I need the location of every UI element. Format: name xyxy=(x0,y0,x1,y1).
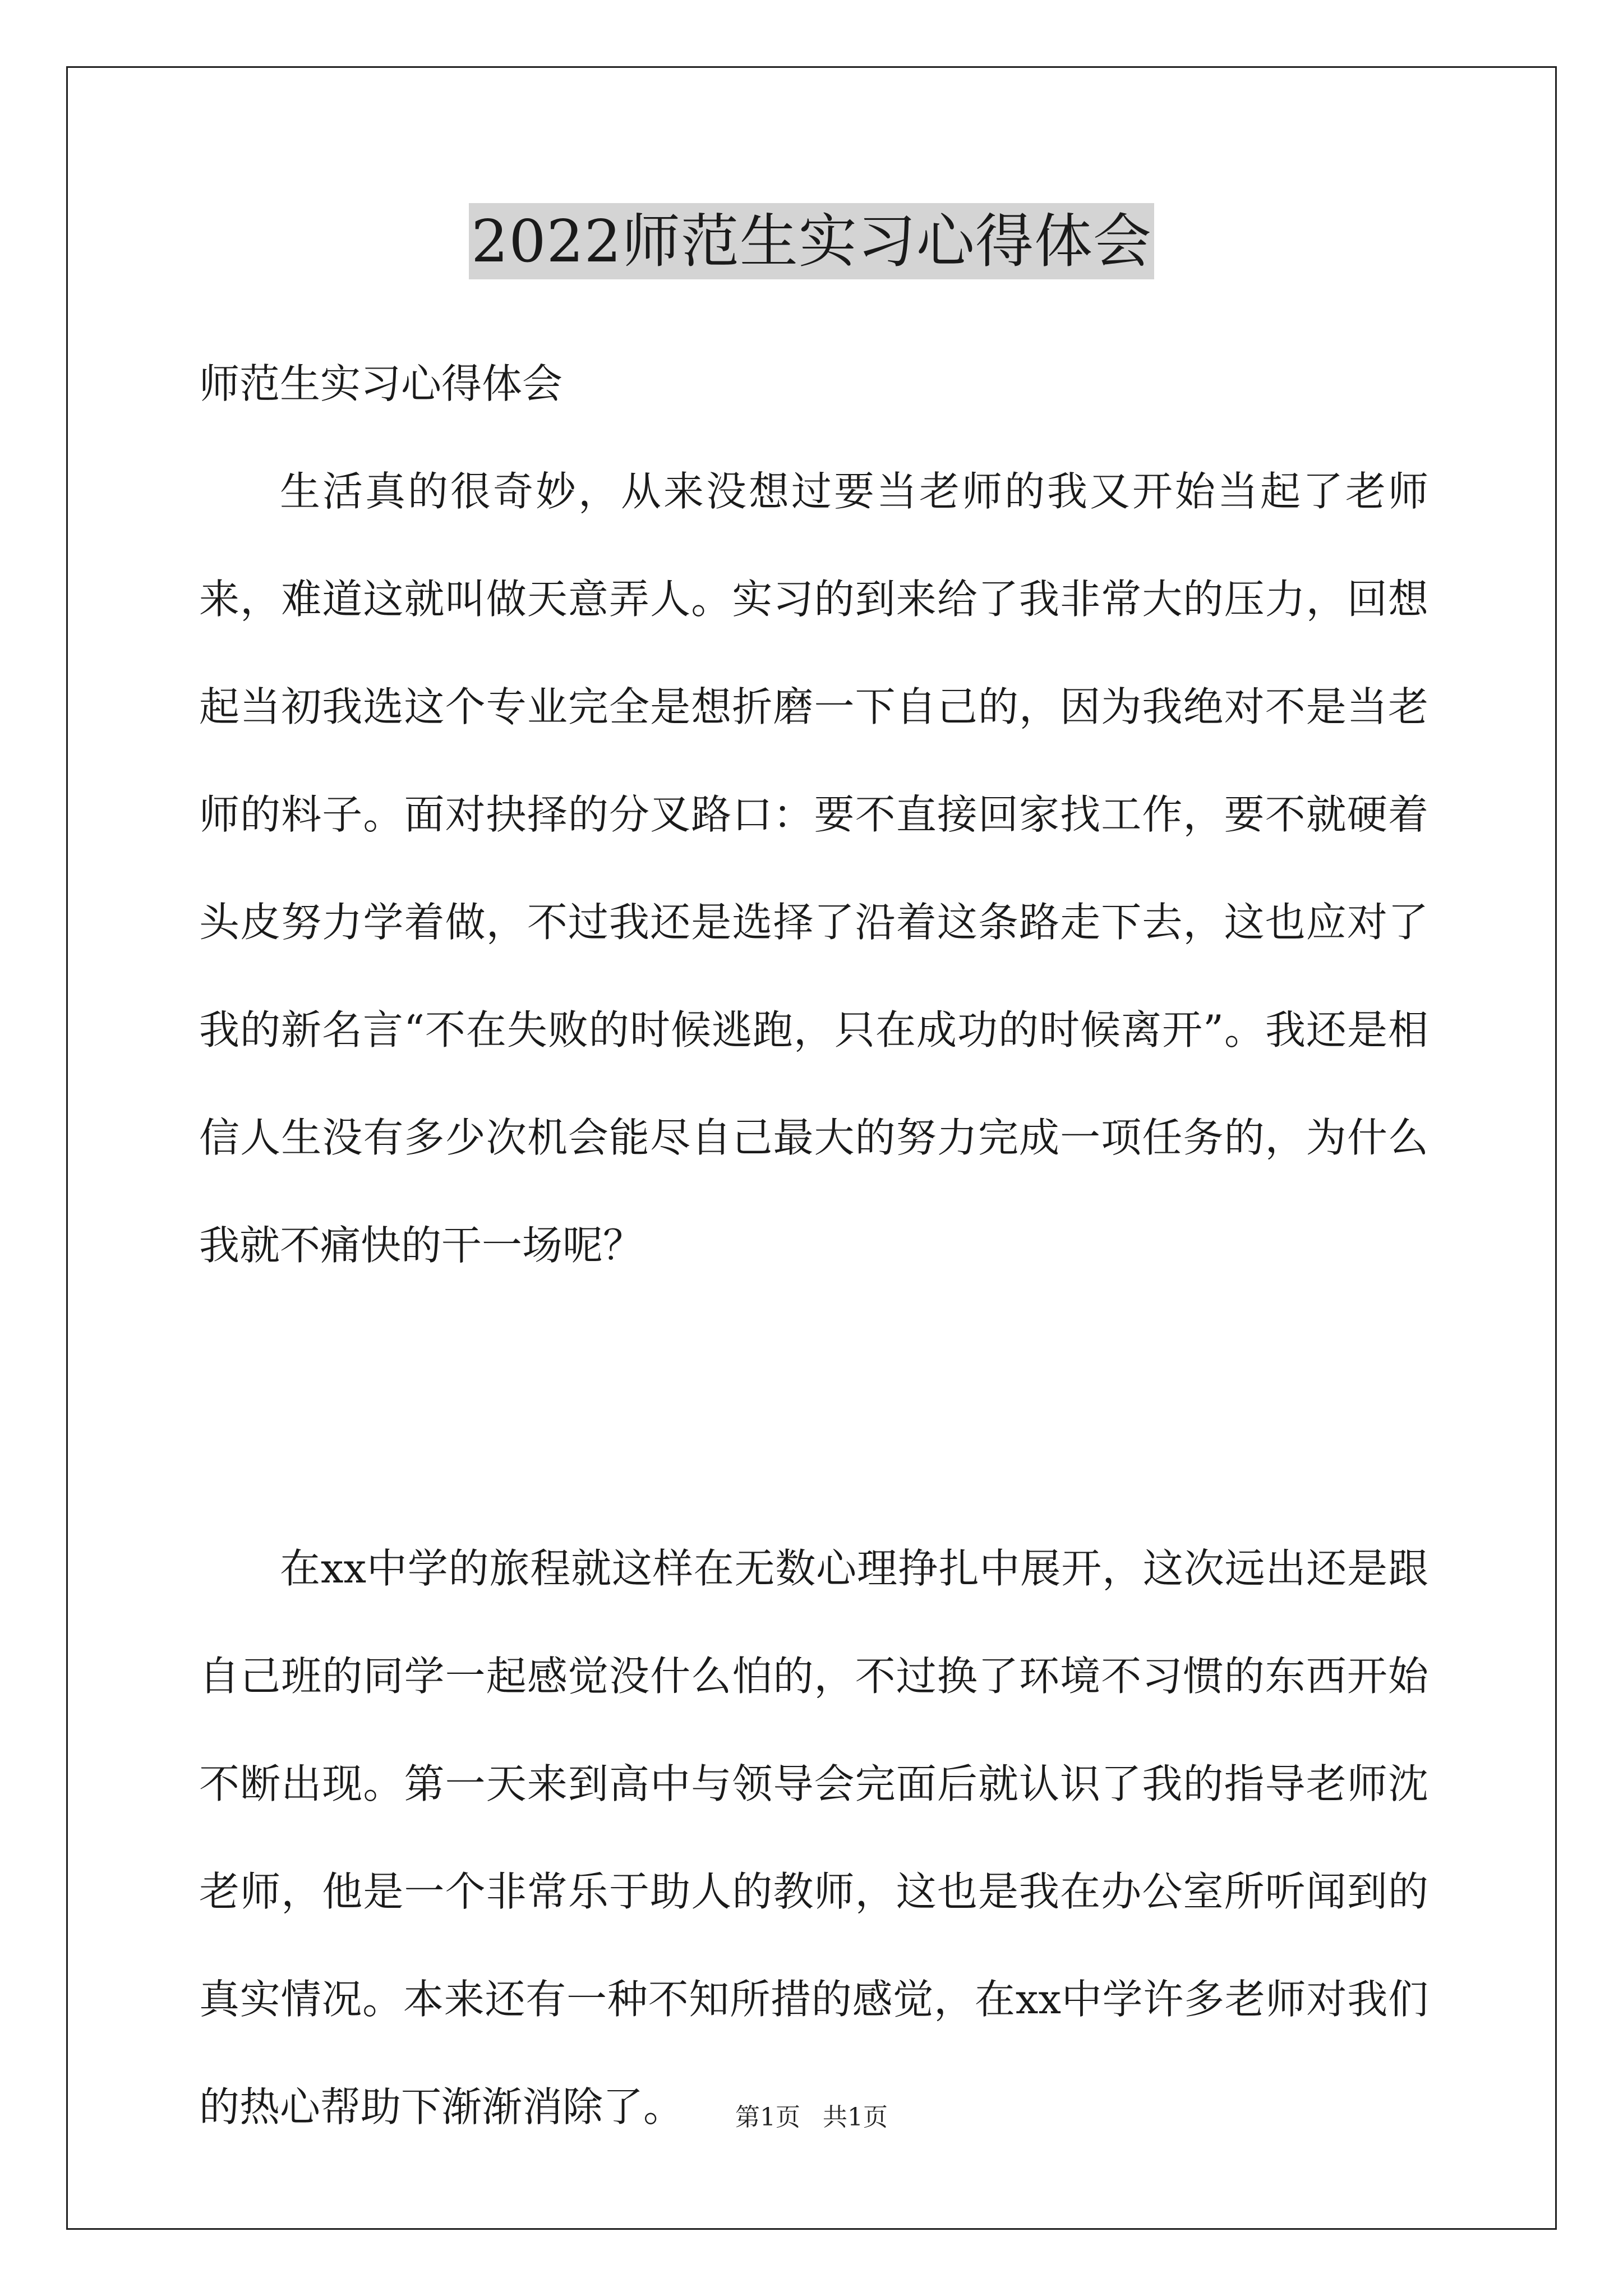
page-number: 第1页 xyxy=(735,2103,800,2132)
page-total: 共1页 xyxy=(823,2103,888,2132)
paragraph-2: 在xx中学的旅程就这样在无数心理挣扎中展开，这次远出还是跟自己班的同学一起感觉没什么怕的，不过换了环境不习惯的东西开始不断出现。第一天来到高中与领导会完面后就认识了我的指导老师沈老师，他是一个非常乐于助人的教师，这也是我在办公室所听闻到的真实情况。本来还有一种不知所措的感觉，在xx中学许多老师对我们的热心帮助下渐渐消除了。 xyxy=(199,1545,1428,2131)
paragraph-spacer xyxy=(199,1299,1428,1515)
document-body xyxy=(199,330,1428,2161)
title-container xyxy=(0,203,1623,279)
document-subtitle: 师范生实习心得体会 xyxy=(199,360,563,407)
page-footer xyxy=(0,2101,1623,2134)
paragraph-1: 生活真的很奇妙，从来没想过要当老师的我又开始当起了老师来，难道这就叫做天意弄人。实习的到来给了我非常大的压力，回想起当初我选这个专业完全是想折磨一下自己的，因为我绝对不是当老师的料子。面对抉择的分叉路口：要不直接回家找工作，要不就硬着头皮努力学着做，不过我还是选择了沿着这条路走下去，这也应对了我的新名言“不在失败的时候逃跑，只在成功的时候离开”。我还是相信人生没有多少次机会能尽自己最大的努力完成一项任务的，为什么我就不痛快的干一场呢？ xyxy=(199,468,1428,1269)
document-title: 2022师范生实习心得体会 xyxy=(469,203,1154,279)
